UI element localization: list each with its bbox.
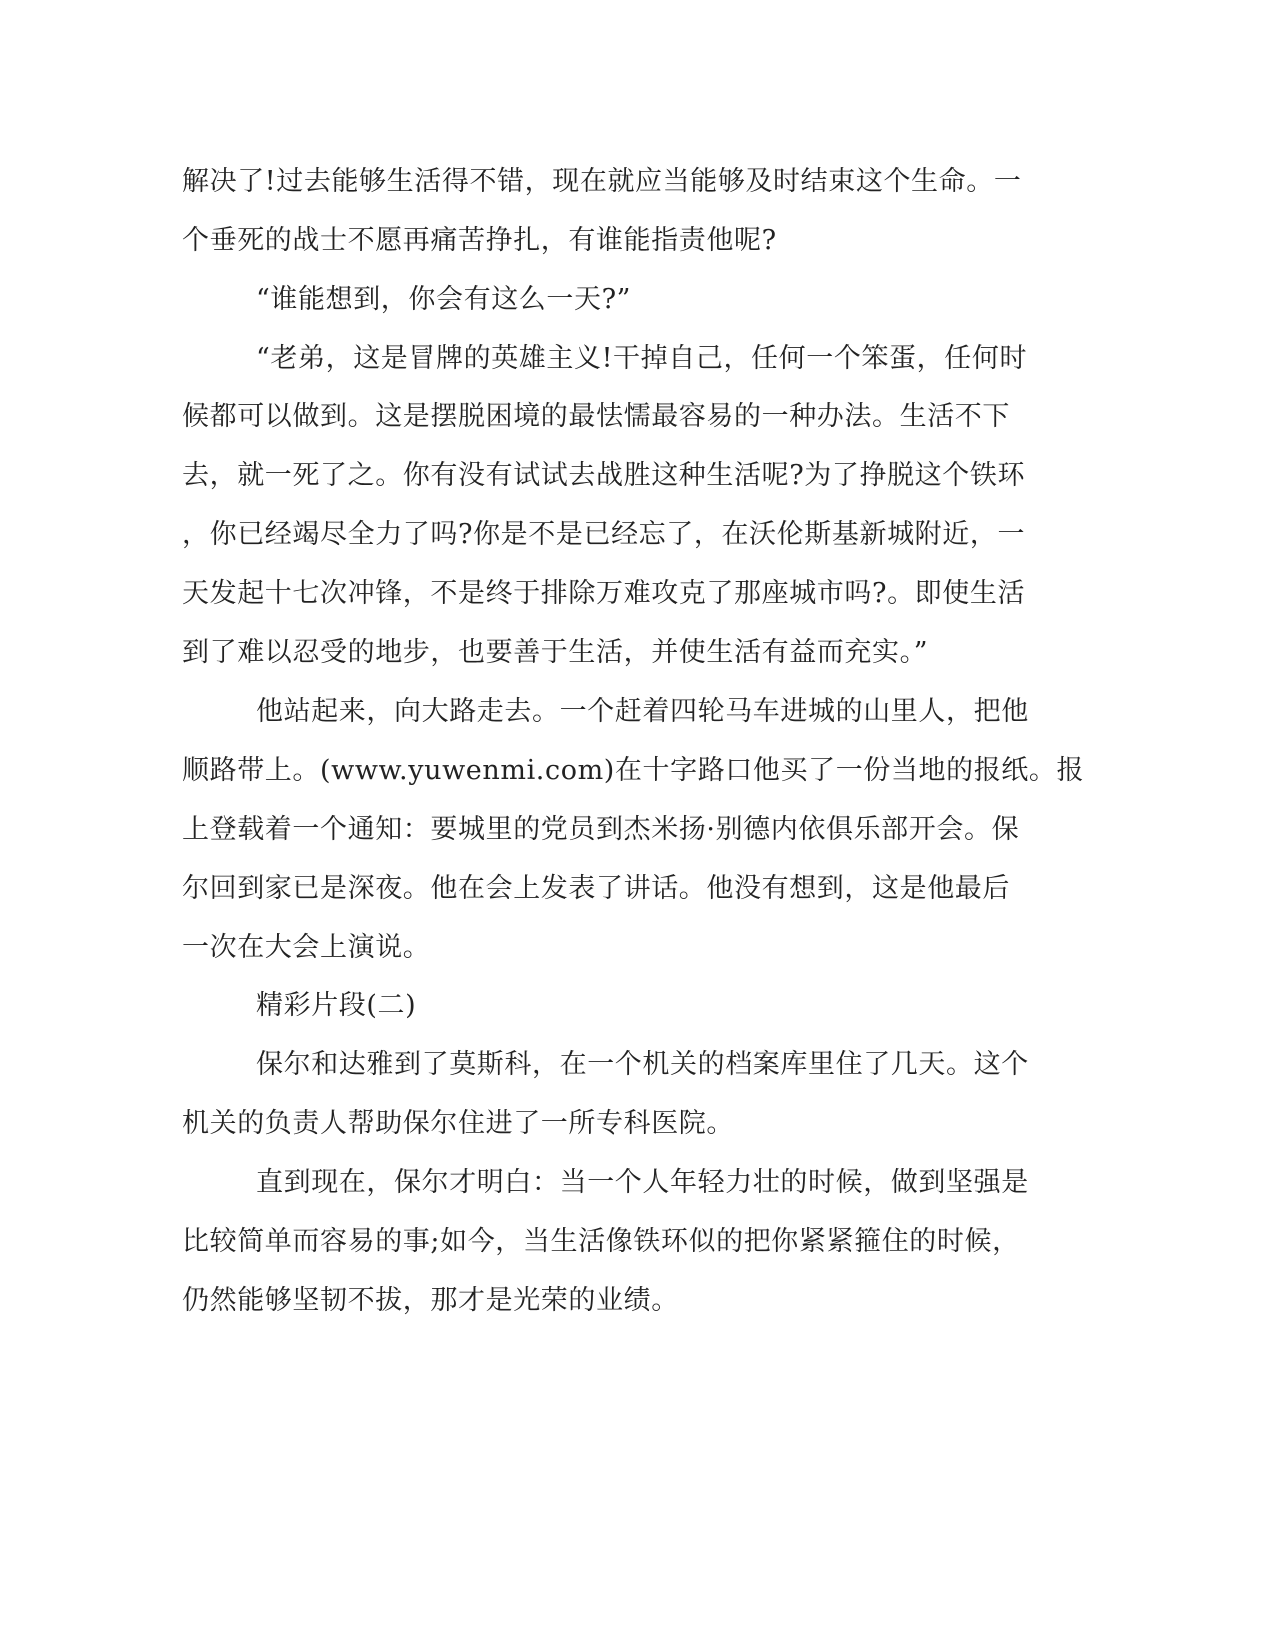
text-line-5: 候都可以做到。这是摆脱困境的最怯懦最容易的一种办法。生活不下 <box>182 401 1010 432</box>
text-line-20: 仍然能够坚韧不拔，那才是光荣的业绩。 <box>182 1285 679 1316</box>
text-line-16: 保尔和达雅到了莫斯科，在一个机关的档案库里住了几天。这个 <box>256 1049 1029 1080</box>
text-line-10: 他站起来，向大路走去。一个赶着四轮马车进城的山里人，把他 <box>256 696 1029 727</box>
text-line-7: ，你已经竭尽全力了吗?你是不是已经忘了，在沃伦斯基新城附近，一 <box>182 519 1026 550</box>
text-line-11: 顺路带上。(www.yuwenmi.com)在十字路口他买了一份当地的报纸。报 <box>182 755 1085 786</box>
text-line-17: 机关的负责人帮助保尔住进了一所专科医院。 <box>182 1108 734 1139</box>
text-line-6: 去，就一死了之。你有没有试试去战胜这种生活呢?为了挣脱这个铁环 <box>182 460 1026 491</box>
text-line-8: 天发起十七次冲锋，不是终于排除万难攻克了那座城市吗?。即使生活 <box>182 578 1026 609</box>
section-heading: 精彩片段(二) <box>256 990 417 1021</box>
text-line-18: 直到现在，保尔才明白：当一个人年轻力壮的时候，做到坚强是 <box>256 1167 1029 1198</box>
text-line-12: 上登载着一个通知：要城里的党员到杰米扬·别德内依俱乐部开会。保 <box>182 814 1020 845</box>
text-line-4: “老弟，这是冒牌的英雄主义!干掉自己，任何一个笨蛋，任何时 <box>256 343 1028 374</box>
text-line-3: “谁能想到，你会有这么一天?” <box>256 284 632 315</box>
text-line-13: 尔回到家已是深夜。他在会上发表了讲话。他没有想到，这是他最后 <box>182 873 1010 904</box>
text-line-2: 个垂死的战士不愿再痛苦挣扎，有谁能指责他呢? <box>182 225 777 256</box>
text-line-14: 一次在大会上演说。 <box>182 932 431 963</box>
text-line-19: 比较简单而容易的事;如今，当生活像铁环似的把你紧紧箍住的时候， <box>182 1226 1020 1257</box>
text-line-1: 解决了!过去能够生活得不错，现在就应当能够及时结束这个生命。一 <box>182 166 1022 197</box>
text-line-9: 到了难以忍受的地步，也要善于生活，并使生活有益而充实。” <box>182 637 929 668</box>
